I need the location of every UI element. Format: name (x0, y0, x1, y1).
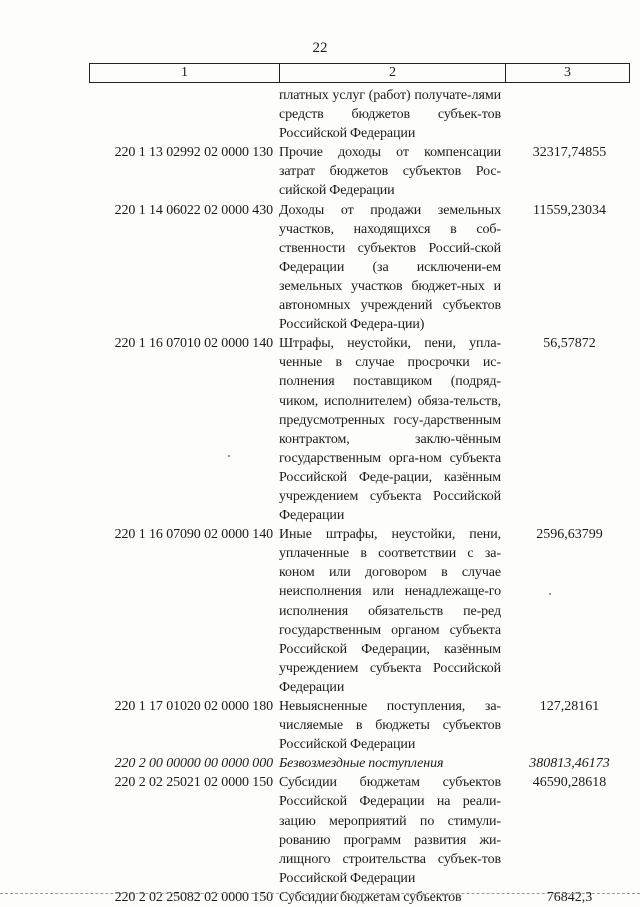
table-row (89, 201, 634, 335)
amount-cell: 380813,46173 (529, 756, 610, 772)
scan-speck (228, 455, 230, 457)
table-row (89, 525, 634, 697)
name-cell: Субсидии бюджетам субъектов (279, 889, 462, 905)
name-cell: Иные штрафы, неустойки, пени, уплаченные в соответствии с за-коном или договором в случае неисполнения или ненадлежаще-го исполнения обязательств пе-ред государственным органом субъекта Российской Федерации, казённым учреждением субъекта Российской Федерации (279, 527, 501, 695)
code-cell: 220 1 14 06022 02 0000 430 (114, 202, 273, 218)
header-col-1: 1 (90, 64, 280, 82)
amount-cell: 2596,63799 (536, 527, 603, 543)
name-cell: Невыясненные поступления, за-числяемые в бюджеты субъектов Российской Федерации (279, 699, 501, 753)
amount-cell: 11559,23034 (533, 202, 606, 218)
table-body (89, 86, 634, 907)
page-number: 22 (312, 40, 328, 56)
name-cell: Прочие доходы от компенсации затрат бюджетов субъектов Рос-сийской Федерации (279, 145, 501, 199)
code-cell: 220 2 02 25021 02 0000 150 (114, 775, 273, 791)
header-col-2: 2 (280, 64, 506, 82)
code-cell: 220 1 16 07010 02 0000 140 (114, 336, 273, 352)
code-cell: 220 1 17 01020 02 0000 180 (114, 699, 273, 714)
amount-cell: 32317,74855 (532, 145, 607, 161)
scan-speck (549, 593, 551, 595)
table-row (89, 86, 634, 143)
code-cell: 220 1 13 02992 02 0000 130 (114, 145, 273, 161)
table-row (89, 888, 634, 907)
table-row (89, 334, 634, 525)
table-row (89, 773, 634, 888)
code-cell: 220 1 16 07090 02 0000 140 (114, 527, 273, 543)
amount-cell: 46590,28618 (532, 775, 607, 791)
table-row (89, 143, 634, 200)
table-header (89, 63, 630, 83)
scan-border-line (0, 893, 640, 894)
code-cell: 220 2 02 25082 02 0000 150 (114, 889, 273, 905)
name-cell: платных услуг (работ) получате-лями средств бюджетов субъек-тов Российской Федерации (279, 88, 501, 142)
name-cell: Субсидии бюджетам субъектов Российской Федерации на реали-зацию мероприятий по стимули-рованию программ развития жи-лищного строительства субъек-тов Российской Федерации (279, 775, 501, 886)
name-cell: Безвозмездные поступления (279, 756, 444, 772)
table-row (89, 697, 634, 754)
amount-cell: 56,57872 (543, 336, 596, 352)
name-cell: Доходы от продажи земельных участков, находящихся в соб-ственности субъектов Россий-ской Федерации (за исключени-ем земельных участков бюджет-ных и автономных учреждений субъектов Российской Федера-ции) (279, 202, 501, 333)
code-cell: 220 2 00 00000 00 0000 000 (114, 756, 273, 772)
table-row (89, 754, 634, 773)
name-cell: Штрафы, неустойки, пени, упла-ченные в случае просрочки ис-полнения поставщиком (подряд-чиком, исполнителем) обяза-тельств, предусмотренных госу-дарственным контрактом, заклю-чённым государственным орга-ном субъекта Российской Феде-рации, казённым учреждением субъекта Российской Федерации (279, 336, 501, 524)
amount-cell: 127,28161 (539, 699, 600, 714)
header-col-3: 3 (564, 65, 571, 80)
amount-cell: 76842,3 (546, 889, 593, 905)
